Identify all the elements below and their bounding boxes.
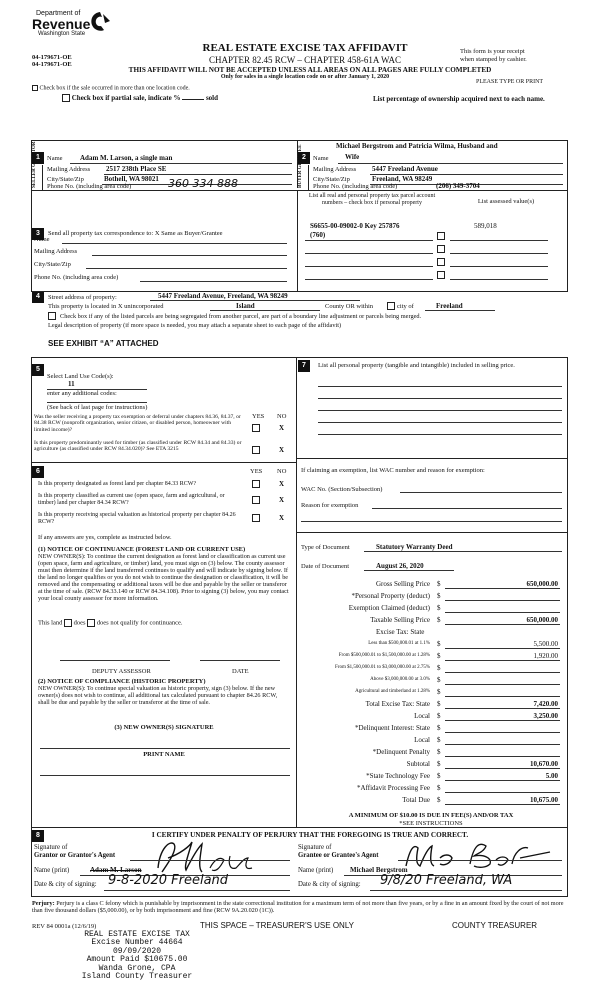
local-tax: 3,250.00 bbox=[533, 712, 558, 720]
seller-mailing: 2517 238th Place SE bbox=[106, 165, 167, 173]
delinquent-state-dollar: $ bbox=[437, 724, 441, 732]
exempt-dollar: $ bbox=[437, 604, 441, 612]
grantee-date-label: Date & city of signing: bbox=[298, 881, 361, 888]
stamp-line-1: REAL ESTATE EXCISE TAX bbox=[84, 930, 190, 939]
doc-type: Statutory Warranty Deed bbox=[376, 543, 453, 551]
deputy-assessor-label: DEPUTY ASSESSOR bbox=[92, 668, 151, 675]
personal-property-deduct-label: *Personal Property (deduct) bbox=[351, 592, 430, 600]
multi-location-row bbox=[32, 85, 190, 92]
street-label: Street address of property: bbox=[48, 294, 117, 301]
parcel-3-checkbox[interactable] bbox=[437, 258, 445, 266]
treasurer-use-label: THIS SPACE – TREASURER'S USE ONLY bbox=[200, 921, 355, 930]
total-due: 10,675.00 bbox=[530, 796, 558, 804]
multi-location-checkbox[interactable] bbox=[32, 85, 38, 91]
notice-continuance-title: (1) NOTICE OF CONTINUANCE (FOREST LAND OR CURRENT USE) bbox=[38, 546, 246, 553]
sales-note: Only for sales in a single location code on or after January 1, 2020 bbox=[220, 74, 390, 80]
assessed-header: List assessed value(s) bbox=[477, 198, 535, 205]
corr-mailing-label: Mailing Address bbox=[34, 248, 78, 255]
sold-label: sold bbox=[205, 94, 219, 102]
s5-q2-yes-checkbox[interactable] bbox=[252, 446, 260, 454]
tech-fee-dollar: $ bbox=[437, 772, 441, 780]
grantor-date-label: Date & city of signing: bbox=[34, 881, 97, 888]
minimum-note: A MINIMUM OF $10.00 IS DUE IN FEE(S) AND/OR TAX bbox=[348, 812, 514, 819]
s5-no-header: NO bbox=[277, 413, 287, 420]
total-due-label: Total Due bbox=[402, 796, 430, 804]
grantee-signature-hand bbox=[400, 838, 560, 872]
tier4-dollar: $ bbox=[437, 676, 441, 684]
s6-yes-header: YES bbox=[250, 468, 263, 475]
partial-sale-checkbox[interactable] bbox=[62, 94, 70, 102]
notice-continuance-body: NEW OWNER(S): To continue the current designation as forest land or classification as current use (open space, farm and agriculture, or timber) land, you must sign on (3) below. The county assessor must then determine if the land transferred continues to qualify and will indicate by signing below. If the land no longer qualifies or you do not wish to continue the designation or classification, it will be removed and the compensating or additional taxes will be due and payable by the seller or transferor at the time of sale. (RCW 84.33.140 or RCW 84.34.108). Prior to signing (3) below, you may contact your local county assessor for more information. bbox=[38, 553, 289, 602]
grantor-signature-hand bbox=[140, 838, 280, 876]
local-dollar: $ bbox=[437, 712, 441, 720]
form-warning: THIS AFFIDAVIT WILL NOT BE ACCEPTED UNLESS ALL AREAS ON ALL PAGES ARE FULLY COMPLETED bbox=[128, 66, 492, 74]
stamp-line-4: Amount Paid $10675.00 bbox=[86, 955, 188, 965]
see-instructions: *SEE INSTRUCTIONS bbox=[399, 820, 463, 827]
seller-city-label: City/State/Zip bbox=[47, 176, 84, 183]
grantee-date-city-hand: 9/8/20 Freeland, WA bbox=[380, 873, 513, 888]
s6-question-3: Is this property receiving special valuation as historical property per chapter 84.26 RCW? bbox=[38, 512, 236, 525]
doc-date: August 26, 2020 bbox=[376, 562, 424, 570]
parcel-number: S6655-00-09002-0 Key 257876 bbox=[310, 222, 400, 230]
certify-statement: I CERTIFY UNDER PENALTY OF PERJURY THAT THE FOREGOING IS TRUE AND CORRECT. bbox=[151, 831, 469, 839]
excise-state-label: Excise Tax: State bbox=[376, 628, 425, 636]
grantee-name-print: Michael Bergstrom bbox=[350, 866, 408, 874]
grantee-sig-label-1: Signature of bbox=[298, 844, 332, 851]
within-city-checkbox[interactable] bbox=[387, 302, 395, 310]
affidavit-fee-dollar: $ bbox=[437, 784, 441, 792]
dept-revenue-text: Revenue bbox=[32, 16, 91, 32]
reason-label: Reason for exemption bbox=[301, 502, 359, 509]
street-address: 5447 Freeland Avenue, Freeland, WA 98249 bbox=[158, 292, 288, 300]
delinquent-state-label: *Delinquent Interest: State bbox=[354, 724, 430, 732]
grantor-date-city-hand: 9-8-2020 Freeland bbox=[108, 873, 229, 888]
if-yes-note: If any answers are yes, complete as instructed below. bbox=[38, 534, 172, 541]
revenue-logo-icon bbox=[88, 11, 112, 33]
subtotal-label: Subtotal bbox=[406, 760, 430, 768]
s5-question-2: Is this property predominantly used for timber (as classified under RCW 84.34 and 84.33) or agriculture (as classified under RCW 84.34.020)? See ETA 3215 bbox=[34, 440, 242, 453]
section-2-marker: 2 bbox=[298, 152, 310, 164]
s6-q1-yes-checkbox[interactable] bbox=[252, 480, 260, 488]
dept-state-text: Washington State bbox=[38, 31, 86, 37]
corr-phone-label: Phone No. (including area code) bbox=[34, 274, 119, 281]
buyer-city-label: City/State/Zip bbox=[313, 176, 350, 183]
county-treasurer-label: COUNTY TREASURER bbox=[452, 921, 538, 930]
corr-name-label: Name bbox=[34, 236, 50, 243]
assessed-value: 589,018 bbox=[474, 222, 497, 230]
additional-codes-label: enter any additional codes: bbox=[47, 390, 117, 397]
deputy-date-label: DATE bbox=[232, 668, 249, 675]
rev-number: REV 84 0001a (12/6/19) bbox=[32, 923, 97, 930]
ownership-note: List percentage of ownership acquired next to each name. bbox=[373, 95, 545, 103]
this-land-label: This land bbox=[38, 619, 63, 627]
corr-city-label: City/State/Zip bbox=[34, 261, 71, 268]
section-4-marker: 4 bbox=[32, 291, 44, 303]
taxable-dollar: $ bbox=[437, 616, 441, 624]
form-chapter: CHAPTER 82.45 RCW – CHAPTER 458-61A WAC bbox=[209, 55, 401, 65]
grantor-sig-label-2: Grantor or Grantor's Agent bbox=[34, 852, 116, 859]
type-print-note: PLEASE TYPE OR PRINT bbox=[476, 79, 544, 85]
segregated-label: Check box if any of the listed parcels are being segregated from another parcel, are part of a boundary line adjustment or parcels being merged. bbox=[60, 313, 422, 320]
seller-name-label: Name bbox=[47, 155, 63, 162]
land-use-label: Select Land Use Code(s): bbox=[47, 373, 114, 380]
seller-phone-label: Phone No. (including area code) bbox=[47, 183, 132, 190]
does-label: does bbox=[73, 619, 86, 627]
located-label: This property is located in X unincorporated bbox=[48, 303, 164, 310]
notice-compliance-body: NEW OWNER(S): To continue special valuation as historic property, sign (3) below. If the new owner(s) does not wish to continue, all additional tax calculated pursuant to chapter 84.26 RCW, shall be due and payable by the seller or transferor at the time of sale. bbox=[38, 685, 278, 706]
parcel-number-2: (760) bbox=[310, 231, 326, 239]
personal-dollar: $ bbox=[437, 592, 441, 600]
buyer-side-label: BUYER GRANTEE bbox=[298, 144, 303, 188]
penalty-dollar: $ bbox=[437, 748, 441, 756]
stamp-line-3: 09/09/2020 bbox=[112, 946, 161, 956]
agri-label: Agricultural and timberland at 1.28% bbox=[355, 689, 430, 694]
receipt-note-1: This form is your receipt bbox=[460, 48, 525, 55]
perjury-note bbox=[32, 900, 567, 915]
tier3-dollar: $ bbox=[437, 664, 441, 672]
exemption-deduct-label: Exemption Claimed (deduct) bbox=[348, 604, 430, 612]
buyer-name-line1: Michael Bergstrom and Patricia Wilma, Husband and bbox=[336, 142, 498, 150]
seller-city: Bothell, WA 98021 bbox=[104, 175, 159, 183]
tier2-dollar: $ bbox=[437, 652, 441, 660]
personal-property-label: List all personal property (tangible and intangible) included in selling price. bbox=[318, 362, 515, 369]
grantor-name-print: Adam M. Larson bbox=[90, 866, 142, 874]
subtotal-dollar: $ bbox=[437, 760, 441, 768]
total-state: 7,420.00 bbox=[533, 700, 558, 708]
form-title: REAL ESTATE EXCISE TAX AFFIDAVIT bbox=[202, 42, 408, 54]
exhibit-attached: SEE EXHIBIT “A” ATTACHED bbox=[48, 339, 159, 348]
land-use-code: 11 bbox=[68, 380, 75, 388]
wac-label: WAC No. (Section/Subsection) bbox=[301, 486, 383, 493]
tier2-value: 1,920.00 bbox=[533, 652, 558, 660]
s6-q3-answer: X bbox=[279, 514, 285, 522]
does-not-checkbox[interactable] bbox=[87, 619, 95, 627]
s6-q3-yes-checkbox[interactable] bbox=[252, 514, 260, 522]
section-8-marker: 8 bbox=[32, 830, 44, 842]
partial-sale-label: Check box if partial sale, indicate % bbox=[71, 94, 181, 102]
s6-q1-answer: X bbox=[279, 480, 285, 488]
grantee-sig-label-2: Grantee or Grantee's Agent bbox=[298, 852, 379, 859]
s6-no-header: NO bbox=[277, 468, 287, 475]
section-5-marker: 5 bbox=[32, 364, 44, 376]
section-1-marker: 1 bbox=[32, 152, 44, 164]
perjury-text: Perjury is a class C felony which is punishable by imprisonment in the state correctional institution for a maximum term of not more than five years, or by a fine in an amount fixed by the court of not more than five thousand dollars ($5,000.00), or by both imprisonment and fine (RCW 9A.20.020 (1C)). bbox=[32, 900, 564, 915]
does-not-label: does not qualify for continuance. bbox=[96, 619, 183, 627]
exemption-label: If claiming an exemption, list WAC number and reason for exemption: bbox=[301, 467, 485, 474]
county-label: County OR within bbox=[325, 303, 374, 310]
parcel-2-checkbox[interactable] bbox=[437, 245, 445, 253]
total-state-dollar: $ bbox=[437, 700, 441, 708]
notice-compliance-title: (2) NOTICE OF COMPLIANCE (HISTORIC PROPERTY) bbox=[38, 678, 206, 685]
section-7-marker: 7 bbox=[298, 360, 310, 372]
this-land-row bbox=[38, 619, 183, 627]
parcel-header: List all real and personal property tax parcel account numbers – check box if personal property bbox=[308, 193, 436, 206]
legal-description-label: Legal description of property (if more space is needed, you may attach a separate sheet to each page of the affidavit) bbox=[48, 322, 342, 329]
grantor-sig-label-1: Signature of bbox=[34, 844, 68, 851]
stamp-line-6: Island County Treasurer bbox=[81, 971, 193, 981]
stamp-line-2: Excise Number 44664 bbox=[91, 938, 183, 948]
seller-mailing-label: Mailing Address bbox=[47, 166, 91, 173]
tech-fee-label: *State Technology Fee bbox=[366, 772, 430, 780]
tier1-value: 5,500.00 bbox=[533, 640, 558, 648]
doc-date-label: Date of Document bbox=[301, 563, 350, 570]
tier1-dollar: $ bbox=[437, 640, 441, 648]
taxable-price-label: Taxable Selling Price bbox=[370, 616, 430, 624]
delinquent-local-label: Local bbox=[414, 736, 430, 744]
taxable-price: 650,000.00 bbox=[526, 616, 558, 624]
s5-q2-answer: X bbox=[279, 446, 285, 454]
stamp-line-5: Wanda Grone, CPA bbox=[98, 963, 176, 973]
total-state-label: Total Excise Tax: State bbox=[365, 700, 430, 708]
doc-type-label: Type of Document bbox=[301, 544, 350, 551]
s5-q1-yes-checkbox[interactable] bbox=[252, 424, 260, 432]
section-3-marker: 3 bbox=[32, 228, 44, 240]
tier3-label: From $1,500,000.01 to $3,000,000.00 at 2.75% bbox=[335, 665, 430, 670]
buyer-phone-label: Phone No. (including area code) bbox=[313, 183, 398, 190]
dept-of-text: Department of bbox=[36, 10, 81, 17]
seller-side-label: SELLER GRANTOR bbox=[32, 141, 37, 188]
tier1-label: Less than $500,000.01 at 1.1% bbox=[368, 641, 430, 646]
section-6-marker: 6 bbox=[32, 466, 44, 478]
parcel-4-checkbox[interactable] bbox=[437, 271, 445, 279]
s5-question-1: Was the seller receiving a property tax exemption or deferral under chapters 84.36, 84.37, or 84.38 RCW (nonprofit organization, senior citizen, or disabled person, homeowner with limited income)? bbox=[34, 414, 241, 433]
print-name-label: PRINT NAME bbox=[143, 751, 185, 758]
delinquent-local-dollar: $ bbox=[437, 736, 441, 744]
buyer-name-line2: Wife bbox=[345, 153, 360, 161]
s6-question-1: Is this property designated as forest land per chapter 84.33 RCW? bbox=[38, 481, 197, 487]
buyer-mailing-label: Mailing Address bbox=[313, 166, 357, 173]
s6-q2-yes-checkbox[interactable] bbox=[252, 496, 260, 504]
segregated-checkbox[interactable] bbox=[48, 312, 56, 320]
seller-name: Adam M. Larson, a single man bbox=[80, 154, 173, 162]
s6-question-2: Is this property classified as current use (open space, farm and agricultural, or timber) land per chapter 84.34 RCW? bbox=[38, 493, 225, 506]
affidavit-fee-label: *Affidavit Processing Fee bbox=[357, 784, 430, 792]
perjury-label: Perjury: bbox=[32, 900, 55, 907]
multi-location-label: Check box if the sale occurred in more than one location code. bbox=[39, 85, 190, 92]
buyer-phone: (206) 349-3704 bbox=[436, 182, 480, 190]
city-value: Freeland bbox=[436, 302, 463, 310]
receipt-note-2: when stamped by cashier. bbox=[460, 56, 527, 63]
s5-yes-header: YES bbox=[252, 413, 265, 420]
does-checkbox[interactable] bbox=[64, 619, 72, 627]
buyer-city: Freeland, WA 98249 bbox=[372, 175, 433, 183]
send-correspondence-label: Send all property tax correspondence to: X Same as Buyer/Grantee bbox=[48, 230, 223, 237]
total-due-dollar: $ bbox=[437, 796, 441, 804]
s6-q2-answer: X bbox=[279, 496, 285, 504]
buyer-mailing: 5447 Freeland Avenue bbox=[372, 165, 438, 173]
gross-price: 650,000.00 bbox=[526, 580, 558, 588]
form-id-2: 04-179671-OE bbox=[32, 61, 72, 68]
county-value: Island bbox=[236, 302, 255, 310]
parcel-1-checkbox[interactable] bbox=[437, 232, 445, 240]
gross-price-label: Gross Selling Price bbox=[375, 580, 430, 588]
new-owner-signature-label: (3) NEW OWNER(S) SIGNATURE bbox=[114, 724, 214, 731]
tier4-label: Above $3,000,000.00 at 3.0% bbox=[370, 677, 430, 682]
seller-phone-handwritten: 360 334 888 bbox=[168, 177, 238, 190]
subtotal: 10,670.00 bbox=[530, 760, 558, 768]
agri-dollar: $ bbox=[437, 688, 441, 696]
tech-fee: 5.00 bbox=[545, 772, 558, 780]
treasurer-stamp bbox=[62, 931, 212, 981]
gross-dollar: $ bbox=[437, 580, 441, 588]
penalty-label: *Delinquent Penalty bbox=[372, 748, 430, 756]
s5-q1-answer: X bbox=[279, 424, 285, 432]
see-back-label: (See back of last page for instructions) bbox=[47, 404, 148, 411]
form-id-1: 04-179671-OE bbox=[32, 54, 72, 61]
partial-sale-row bbox=[62, 94, 218, 102]
grantor-name-print-label: Name (print) bbox=[34, 867, 70, 874]
grantee-name-print-label: Name (print) bbox=[298, 867, 334, 874]
buyer-name-label: Name bbox=[313, 155, 329, 162]
dor-logo bbox=[32, 10, 122, 46]
tier2-label: From $500,000.01 to $1,500,000.00 at 1.28% bbox=[338, 653, 430, 658]
local-label: Local bbox=[414, 712, 430, 720]
city-of-label: city of bbox=[397, 303, 414, 310]
